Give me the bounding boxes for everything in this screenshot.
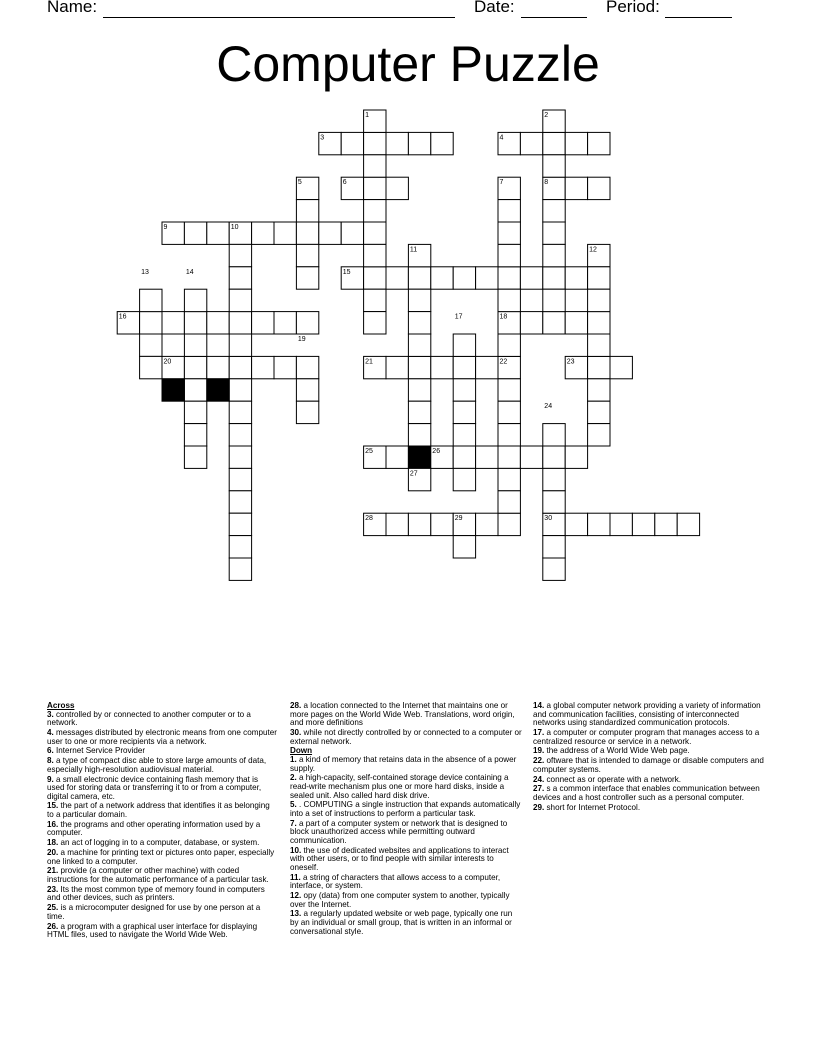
crossword-cell[interactable]: [184, 446, 206, 468]
clue-text: messages distributed by electronic means from one computer user to one or more recipients via a network.: [47, 727, 277, 746]
crossword-cell[interactable]: [274, 222, 296, 244]
clue-text: a small electronic device containing flash memory that is used for storing data or transferring it to or from a computer, digital camera, etc.: [47, 774, 262, 801]
crossword-cell[interactable]: [364, 267, 386, 289]
crossword-cell[interactable]: [543, 155, 565, 177]
clue-number: 17.: [533, 727, 545, 737]
crossword-cell[interactable]: [408, 267, 430, 289]
clue-text: a machine for printing text or pictures onto paper, especially one linked to a computer.: [47, 848, 275, 866]
crossword-cell[interactable]: [543, 536, 565, 558]
crossword-cell[interactable]: [431, 356, 453, 378]
crossword-cell[interactable]: [588, 177, 610, 199]
crossword-cell[interactable]: [408, 513, 430, 535]
cell-number: 5: [297, 179, 302, 187]
period-label: Period:: [606, 0, 660, 16]
crossword-cell[interactable]: [498, 401, 520, 423]
crossword-cell[interactable]: [408, 334, 430, 356]
clue-text: while not directly controlled by or connected to a computer or external network.: [290, 727, 522, 746]
clue-text: controlled by or connected to another computer or to a network.: [47, 709, 251, 728]
crossword-cell[interactable]: [498, 244, 520, 266]
clue-item: [47, 839, 277, 848]
crossword-cell[interactable]: [543, 312, 565, 334]
clue-number: 18.: [47, 838, 59, 848]
crossword-cell[interactable]: [386, 267, 408, 289]
cell-number: 20: [163, 358, 172, 366]
clue-text: Internet Service Provider: [53, 746, 146, 756]
crossword-cell[interactable]: [498, 468, 520, 490]
clue-text: is a microcomputer designed for use by one person at a time.: [47, 903, 261, 921]
crossword-cell[interactable]: [296, 267, 318, 289]
crossword-cell[interactable]: [543, 244, 565, 266]
crossword-cell[interactable]: [543, 132, 565, 154]
clue-number: 19.: [533, 746, 545, 756]
crossword-cell[interactable]: [341, 222, 363, 244]
clue-text: . COMPUTING a single instruction that expands automatically into a set of instructions to perform a particular task.: [290, 800, 521, 818]
crossword-cell[interactable]: [588, 356, 610, 378]
clue-number: 16.: [47, 819, 59, 829]
clue-number: 20.: [47, 848, 59, 857]
clue-item: [47, 802, 277, 819]
crossword-cell[interactable]: [498, 200, 520, 222]
clue-number: 29.: [533, 802, 545, 812]
crossword-cell[interactable]: [408, 132, 430, 154]
clue-text: a regularly updated website or web page, typically one run by an individual or small group, that is written in an informal or conversational style.: [290, 909, 513, 936]
crossword-cell[interactable]: [632, 513, 654, 535]
crossword-cell[interactable]: [543, 289, 565, 311]
crossword-cell[interactable]: [498, 491, 520, 513]
clue-text: a type of compact disc able to store large amounts of data, especially high-resolution audiovisual material.: [47, 756, 267, 774]
crossword-cell[interactable]: [543, 468, 565, 490]
clue-number: 4.: [47, 727, 54, 737]
cell-number: 7: [499, 179, 504, 187]
crossword-cell[interactable]: [184, 356, 206, 378]
clue-number: 13.: [290, 909, 302, 919]
cell-number: 12: [589, 246, 597, 254]
crossword-cell[interactable]: [274, 356, 296, 378]
clue-text: a global computer network providing a variety of information and communication facilities, consisting of interconnected networks using standardized communication protocols.: [533, 701, 761, 728]
crossword-cell[interactable]: [207, 356, 229, 378]
clue-number: 15.: [47, 801, 59, 811]
crossword-cell[interactable]: [610, 513, 632, 535]
date-label: Date:: [474, 0, 515, 16]
crossword-cell[interactable]: [296, 200, 318, 222]
crossword-cell[interactable]: [565, 177, 587, 199]
crossword-cell[interactable]: [229, 244, 251, 266]
crossword-cell[interactable]: [431, 132, 453, 154]
puzzle-title: Computer Puzzle: [216, 36, 600, 92]
crossword-cell[interactable]: [453, 468, 475, 490]
crossword-cell[interactable]: [677, 513, 699, 535]
crossword-cell[interactable]: [543, 222, 565, 244]
crossword-black-cell: [408, 446, 430, 468]
clue-item: [290, 801, 522, 818]
clue-item: [290, 847, 522, 873]
cell-number: 10: [230, 224, 239, 231]
crossword-cell[interactable]: [543, 267, 565, 289]
crossword-cell[interactable]: [364, 177, 386, 199]
crossword-cell[interactable]: [319, 222, 341, 244]
clue-item: [290, 820, 522, 846]
cell-number: 21: [365, 358, 373, 366]
crossword-cell[interactable]: [453, 424, 475, 446]
crossword-cell[interactable]: [341, 132, 363, 154]
crossword-cell[interactable]: [140, 312, 162, 334]
crossword-cell[interactable]: [184, 424, 206, 446]
cell-number: 23: [566, 358, 575, 366]
crossword-cell[interactable]: [296, 222, 318, 244]
crossword-cell[interactable]: [453, 356, 475, 378]
clue-number: 10.: [290, 845, 302, 855]
crossword-cell[interactable]: [498, 379, 520, 401]
clue-text: a kind of memory that retains data in the absence of a power supply.: [290, 754, 517, 773]
crossword-cell[interactable]: [364, 132, 386, 154]
clue-number: 1.: [290, 754, 297, 764]
clue-text: a computer or computer program that manages access to a centralized resource or service in a network.: [533, 727, 760, 746]
crossword-cell[interactable]: [498, 222, 520, 244]
crossword-cell[interactable]: [386, 132, 408, 154]
cell-number: 4: [499, 134, 504, 142]
clue-item: [290, 756, 522, 773]
crossword-cell[interactable]: [588, 132, 610, 154]
cell-number: 19: [297, 336, 306, 343]
crossword-cell[interactable]: [588, 289, 610, 311]
crossword-cell[interactable]: [588, 401, 610, 423]
clue-number: 5.: [290, 800, 297, 810]
cell-number: 3: [320, 134, 325, 142]
crossword-cell[interactable]: [229, 334, 251, 356]
cell-number: 16: [118, 313, 127, 321]
clue-text: a location connected to the Internet that maintains one or more pages on the World Wide Web. Translations, word origin, and more definitions: [290, 701, 515, 728]
clue-item: [47, 729, 277, 746]
clue-item: [47, 849, 277, 866]
clue-item: [290, 910, 522, 936]
crossword-cell[interactable]: [207, 222, 229, 244]
crossword-cell[interactable]: [207, 312, 229, 334]
clue-text: the part of a network address that identifies it as belonging to a particular domain.: [47, 801, 270, 820]
clue-item: [47, 867, 277, 884]
crossword-cell[interactable]: [565, 312, 587, 334]
crossword-cell[interactable]: [498, 334, 520, 356]
clue-text: Its the most common type of memory found in computers and other devices, such as printers.: [47, 884, 265, 903]
crossword-cell[interactable]: [184, 222, 206, 244]
crossword-cell[interactable]: [610, 356, 632, 378]
crossword-cell[interactable]: [520, 446, 542, 468]
clue-item: [47, 776, 277, 802]
crossword-cell[interactable]: [364, 222, 386, 244]
crossword-cell[interactable]: [140, 334, 162, 356]
clue-number: 27.: [533, 784, 545, 794]
crossword-cell[interactable]: [543, 200, 565, 222]
crossword-cell[interactable]: [520, 132, 542, 154]
crossword-cell[interactable]: [184, 289, 206, 311]
clue-text: an act of logging in to a computer, database, or system.: [58, 838, 260, 848]
clue-item: [533, 702, 765, 728]
crossword-cell[interactable]: [543, 424, 565, 446]
crossword-cell[interactable]: [520, 312, 542, 334]
clue-item: [533, 747, 765, 756]
clue-item: [533, 729, 765, 746]
across-header: Across: [47, 701, 75, 710]
cell-number: 15: [342, 268, 351, 276]
clue-item: [47, 711, 277, 728]
crossword-cell[interactable]: [296, 401, 318, 423]
crossword-cell[interactable]: [184, 334, 206, 356]
crossword-cell[interactable]: [296, 379, 318, 401]
crossword-black-cell: [207, 379, 229, 401]
crossword-cell[interactable]: [296, 312, 318, 334]
crossword-cell[interactable]: [229, 312, 251, 334]
cell-number: 30: [544, 515, 553, 523]
clue-text: s a common interface that enables communication between devices and a host controller such as a personal computer.: [533, 784, 760, 802]
crossword-cell[interactable]: [229, 356, 251, 378]
crossword-cell[interactable]: [588, 513, 610, 535]
crossword-cell[interactable]: [588, 424, 610, 446]
crossword-cell[interactable]: [498, 446, 520, 468]
cell-number: 29: [454, 515, 463, 523]
crossword-cell[interactable]: [498, 424, 520, 446]
clue-number: 14.: [533, 701, 545, 710]
crossword-cell[interactable]: [476, 513, 498, 535]
clue-number: 30.: [290, 727, 302, 737]
crossword-cell[interactable]: [364, 312, 386, 334]
clue-item: [533, 776, 765, 785]
clue-number: 11.: [290, 872, 301, 882]
crossword-cell[interactable]: [476, 267, 498, 289]
cell-number: 1: [365, 112, 370, 119]
cell-number: 25: [365, 448, 373, 455]
cell-number: 24: [544, 403, 553, 411]
crossword-cell[interactable]: [364, 200, 386, 222]
crossword-cell[interactable]: [408, 312, 430, 334]
crossword-cell[interactable]: [408, 289, 430, 311]
crossword-cell[interactable]: [453, 267, 475, 289]
crossword-cell[interactable]: [453, 379, 475, 401]
clue-number: 23.: [47, 884, 59, 894]
crossword-cell[interactable]: [229, 289, 251, 311]
crossword-cell[interactable]: [229, 468, 251, 490]
clue-number: 21.: [47, 866, 59, 876]
clue-text: opy (data) from one computer system to another, typically over the Internet.: [290, 890, 510, 909]
crossword-cell[interactable]: [184, 379, 206, 401]
crossword-cell[interactable]: [364, 289, 386, 311]
cell-number: 27: [409, 470, 418, 478]
clue-item: [533, 757, 765, 774]
crossword-cell[interactable]: [498, 513, 520, 535]
crossword-cell[interactable]: [408, 424, 430, 446]
name-label: Name:: [47, 0, 98, 16]
cell-number: 9: [163, 224, 168, 231]
crossword-cell[interactable]: [453, 334, 475, 356]
crossword-cell[interactable]: [543, 558, 565, 580]
cell-number: 22: [499, 358, 508, 366]
clue-text: connect as or operate with a network.: [544, 774, 682, 784]
cell-number: 14: [185, 268, 194, 276]
crossword-cell[interactable]: [386, 446, 408, 468]
crossword-cell[interactable]: [364, 244, 386, 266]
clue-item: [47, 904, 277, 921]
clue-item: [47, 923, 277, 940]
clue-item: [290, 874, 522, 891]
crossword-cell[interactable]: [588, 379, 610, 401]
clue-text: a program with a graphical user interface for displaying HTML files, used to navigate the World Wide Web.: [47, 921, 258, 940]
clue-item: [47, 886, 277, 903]
clues-column-1: [47, 702, 277, 941]
crossword-cell[interactable]: [565, 446, 587, 468]
clue-number: 2.: [290, 773, 297, 783]
clue-number: 8.: [47, 756, 54, 766]
crossword-cell[interactable]: [565, 513, 587, 535]
clue-text: oftware that is intended to damage or disable computers and computer systems.: [533, 756, 764, 774]
clue-number: 3.: [47, 709, 54, 719]
crossword-cell[interactable]: [565, 132, 587, 154]
crossword-cell[interactable]: [408, 356, 430, 378]
clue-number: 9.: [47, 774, 54, 784]
crossword-cell[interactable]: [386, 513, 408, 535]
crossword-cell[interactable]: [140, 356, 162, 378]
crossword-cell[interactable]: [588, 334, 610, 356]
crossword-cell[interactable]: [520, 267, 542, 289]
crossword-cell[interactable]: [229, 558, 251, 580]
crossword-cell[interactable]: [565, 267, 587, 289]
clue-text: provide (a computer or other machine) with coded instructions for the automatic performance of a particular task.: [47, 866, 269, 884]
clue-text: short for Internet Protocol.: [544, 802, 641, 812]
clue-number: 22.: [533, 756, 545, 766]
clue-item: [290, 729, 522, 746]
crossword-cell[interactable]: [386, 177, 408, 199]
crossword-cell[interactable]: [408, 379, 430, 401]
crossword-cell[interactable]: [431, 513, 453, 535]
cell-number: 8: [544, 179, 549, 187]
clue-text: the use of dedicated websites and applications to interact with other users, or to find people with similar interests to oneself.: [290, 845, 509, 872]
crossword-cell[interactable]: [229, 424, 251, 446]
crossword-cell[interactable]: [229, 491, 251, 513]
crossword-cell[interactable]: [229, 379, 251, 401]
clue-number: 25.: [47, 903, 59, 913]
clue-text: the programs and other operating information used by a computer.: [47, 819, 261, 838]
crossword-cell[interactable]: [498, 267, 520, 289]
clue-number: 24.: [533, 774, 545, 784]
crossword-cell[interactable]: [431, 267, 453, 289]
cell-number: 18: [499, 313, 508, 321]
clue-number: 26.: [47, 921, 59, 931]
cell-number: 17: [454, 313, 463, 321]
crossword-cell[interactable]: [453, 536, 475, 558]
crossword-cell[interactable]: [140, 289, 162, 311]
clue-item: [290, 774, 522, 800]
clue-item: [290, 892, 522, 909]
clue-number: 12.: [290, 890, 302, 900]
crossword-cell[interactable]: [184, 312, 206, 334]
crossword-cell[interactable]: [386, 356, 408, 378]
clue-item: [47, 821, 277, 838]
crossword-cell[interactable]: [252, 312, 274, 334]
clue-item: [47, 757, 277, 774]
cell-number: 13: [141, 268, 149, 276]
crossword-black-cell: [162, 379, 184, 401]
crossword-cell[interactable]: [543, 446, 565, 468]
crossword-cell[interactable]: [162, 312, 184, 334]
clue-item: [290, 702, 522, 728]
clue-text: the address of a World Wide Web page.: [544, 746, 690, 756]
crossword-cell[interactable]: [229, 267, 251, 289]
crossword-cell[interactable]: [588, 312, 610, 334]
crossword-cell[interactable]: [498, 289, 520, 311]
crossword-cell[interactable]: [296, 244, 318, 266]
clue-text: a part of a computer system or network that is designed to block unauthorized access while permitting outward communication.: [290, 818, 508, 845]
crossword-cell[interactable]: [229, 536, 251, 558]
crossword-cell[interactable]: [252, 222, 274, 244]
crossword-cell[interactable]: [453, 401, 475, 423]
cell-number: 6: [342, 179, 347, 187]
crossword-cell[interactable]: [655, 513, 677, 535]
crossword-cell[interactable]: [543, 491, 565, 513]
cell-number: 2: [544, 112, 549, 119]
clues-column-2: [290, 702, 522, 937]
crossword-cell[interactable]: [476, 446, 498, 468]
cell-number: 11: [409, 246, 418, 254]
clue-text: a string of characters that allows access to a computer, interface, or system.: [290, 872, 501, 891]
down-header: Down: [290, 746, 313, 756]
cell-number: 28: [365, 515, 373, 523]
clue-number: 7.: [290, 818, 297, 828]
clue-number: 28.: [290, 701, 302, 710]
crossword-cell[interactable]: [184, 401, 206, 423]
cell-number: 26: [432, 448, 441, 455]
crossword-cell[interactable]: [229, 513, 251, 535]
crossword-cell[interactable]: [274, 312, 296, 334]
crossword-cell[interactable]: [408, 401, 430, 423]
clue-item: [533, 804, 765, 813]
clue-item: [47, 747, 277, 756]
crossword-cell[interactable]: [453, 446, 475, 468]
crossword-cell[interactable]: [476, 356, 498, 378]
crossword-cell[interactable]: [229, 401, 251, 423]
crossword-cell[interactable]: [252, 356, 274, 378]
clue-text: a high-capacity, self-contained storage device containing a read-write mechanism plus one or more hard disks, inside a sealed unit. Also called hard disk drive.: [290, 773, 509, 800]
crossword-cell[interactable]: [296, 356, 318, 378]
crossword-cell[interactable]: [364, 155, 386, 177]
clue-item: [533, 785, 765, 802]
clue-number: 6.: [47, 746, 54, 756]
clues-column-3: [533, 702, 765, 813]
crossword-cell[interactable]: [229, 446, 251, 468]
crossword-cell[interactable]: [588, 267, 610, 289]
